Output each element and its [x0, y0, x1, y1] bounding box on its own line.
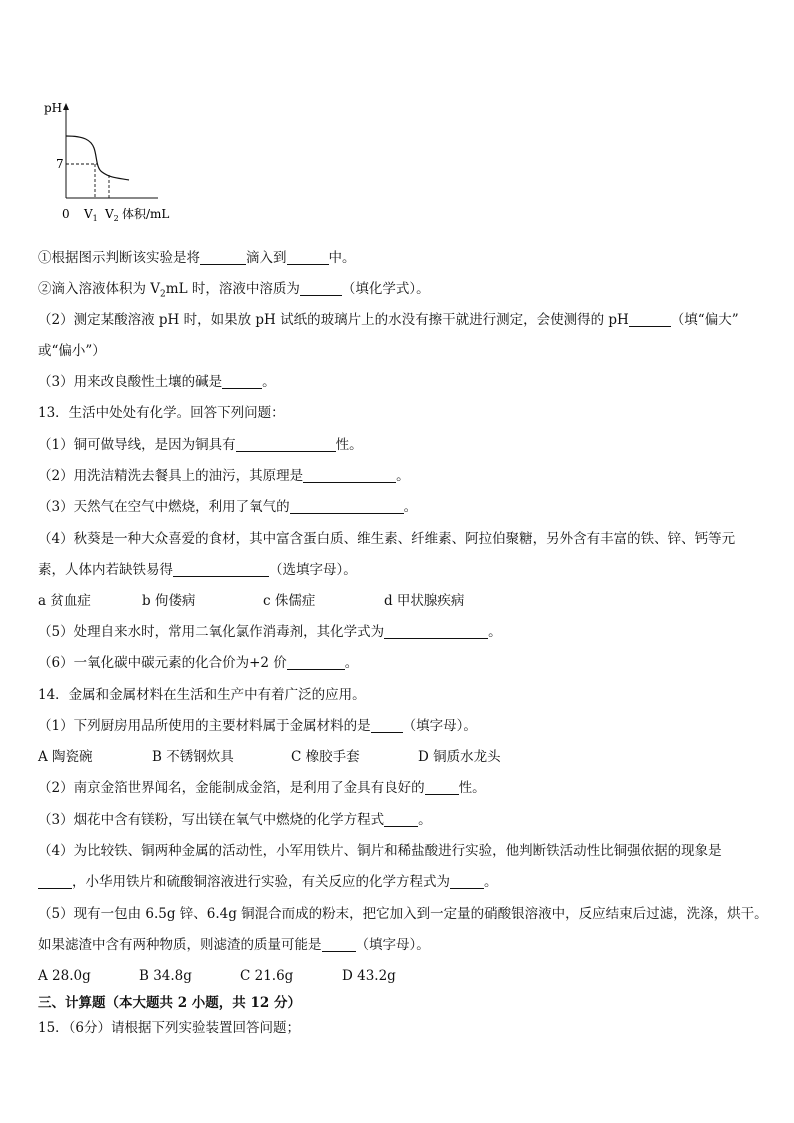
blank[interactable]	[303, 468, 396, 483]
section-3-heading: 三、计算题（本大题共 2 小题，共 12 分）	[38, 995, 301, 1011]
line-q13-4b: 素，人体内若缺铁易得 （选填字母）。	[38, 562, 357, 578]
q14-option-a: A 陶瓷碗	[38, 749, 93, 765]
ph-curve-graph	[36, 96, 196, 226]
blank[interactable]	[300, 281, 342, 296]
line-q13-3: （3）天然气在空气中燃烧，利用了氧气的 。	[38, 499, 418, 515]
line-q12-1: ①根据图示判断该实验是将 滴入到 中。	[38, 250, 356, 266]
graph-y-arrow	[63, 103, 69, 110]
blank[interactable]	[173, 562, 269, 577]
blank[interactable]	[425, 780, 459, 795]
blank[interactable]	[38, 874, 72, 889]
q14-5-option-b: B 34.8g	[139, 968, 192, 984]
line-q12-3: （2）测定某酸溶液 pH 时，如果放 pH 试纸的玻璃片上的水没有擦干就进行测定，会使测得的 pH （填“偏大”	[38, 312, 739, 328]
line-q14-2: （2）南京金箔世界闻名，金能制成金箔，是利用了金具有良好的 性。	[38, 780, 486, 796]
blank[interactable]	[236, 437, 336, 452]
blank[interactable]	[222, 374, 262, 389]
blank[interactable]	[287, 655, 345, 670]
blank[interactable]	[384, 624, 488, 639]
q14-5-option-d: D 43.2g	[342, 968, 396, 984]
line-q12-2: ②滴入溶液体积为 $V_2mL$ 时，溶液中溶质为 （填化学式）。	[38, 281, 430, 300]
blank[interactable]	[287, 250, 329, 265]
blank[interactable]	[200, 250, 246, 265]
line-q13-6: （6）一氧化碳中碳元素的化合价为+2 价 。	[38, 655, 359, 671]
q13-option-a: a 贫血症	[38, 593, 91, 609]
blank[interactable]	[384, 812, 418, 827]
q13-option-d: d 甲状腺疾病	[384, 593, 465, 609]
line-q14-4a: （4）为比较铁、铜两种金属的活动性，小军用铁片、铜片和稀盐酸进行实验，他判断铁活动性比铜强依据的现象是	[38, 843, 722, 859]
line-q13-2: （2）用洗洁精洗去餐具上的油污，其原理是 。	[38, 468, 410, 484]
question-15-title: 15．（6分）请根据下列实验装置回答问题；	[38, 1020, 301, 1036]
line-q12-5: （3）用来改良酸性土壤的碱是 。	[38, 374, 276, 390]
graph-curve	[66, 136, 129, 180]
line-q13-4a: （4）秋葵是一种大众喜爱的食材，其中富含蛋白质、维生素、纤维素、阿拉伯聚糖，另外含有丰富的铁、锌、钙等元	[38, 531, 736, 547]
line-q14-5b: 如果滤渣中含有两种物质，则滤渣的质量可能是 （填字母）。	[38, 937, 430, 953]
blank[interactable]	[322, 937, 356, 952]
line-q14-3: （3）烟花中含有镁粉，写出镁在氧气中燃烧的化学方程式 。	[38, 812, 432, 828]
line-q13-1: （1）铜可做导线，是因为铜具有 性。	[38, 437, 363, 453]
graph-y-tick-7: 7	[56, 157, 64, 171]
q14-option-b: B 不锈钢炊具	[152, 749, 234, 765]
blank[interactable]	[290, 499, 404, 514]
question-14-title: 14．金属和金属材料在生活和生产中有着广泛的应用。	[38, 687, 366, 703]
graph-x-tick-v1: $V_1$	[84, 207, 98, 223]
q14-option-c: C 橡胶手套	[291, 749, 360, 765]
q14-5-option-a: A 28.0g	[38, 968, 91, 984]
graph-origin: 0	[62, 207, 70, 221]
q14-option-d: D 铜质水龙头	[418, 749, 501, 765]
line-q13-5: （5）处理自来水时，常用二氧化氯作消毒剂，其化学式为 。	[38, 624, 502, 640]
line-q14-4b: ，小华用铁片和硫酸铜溶液进行实验，有关反应的化学方程式为 。	[38, 873, 498, 891]
blank[interactable]	[450, 874, 484, 889]
graph-x-label: 体积/mL	[122, 207, 170, 221]
line-q14-5a: （5）现有一包由 6.5g 锌、6.4g 铜混合而成的粉末，把它加入到一定量的硝酸银溶液中，反应结束后过滤，洗涤，烘干。	[38, 906, 768, 922]
q13-option-b: b 佝偻病	[142, 593, 196, 609]
line-q12-4: 或“偏小”）	[38, 343, 106, 359]
q14-5-option-c: C 21.6g	[240, 968, 294, 984]
graph-x-tick-v2: $V_2$	[105, 207, 119, 223]
blank[interactable]	[629, 312, 671, 327]
blank[interactable]	[371, 718, 403, 733]
question-13-title: 13．生活中处处有化学。回答下列问题：	[38, 405, 285, 421]
line-q14-1: （1）下列厨房用品所使用的主要材料属于金属材料的是 （填字母）。	[38, 718, 477, 734]
graph-y-label: pH	[44, 101, 63, 115]
q13-option-c: c 侏儒症	[263, 593, 316, 609]
